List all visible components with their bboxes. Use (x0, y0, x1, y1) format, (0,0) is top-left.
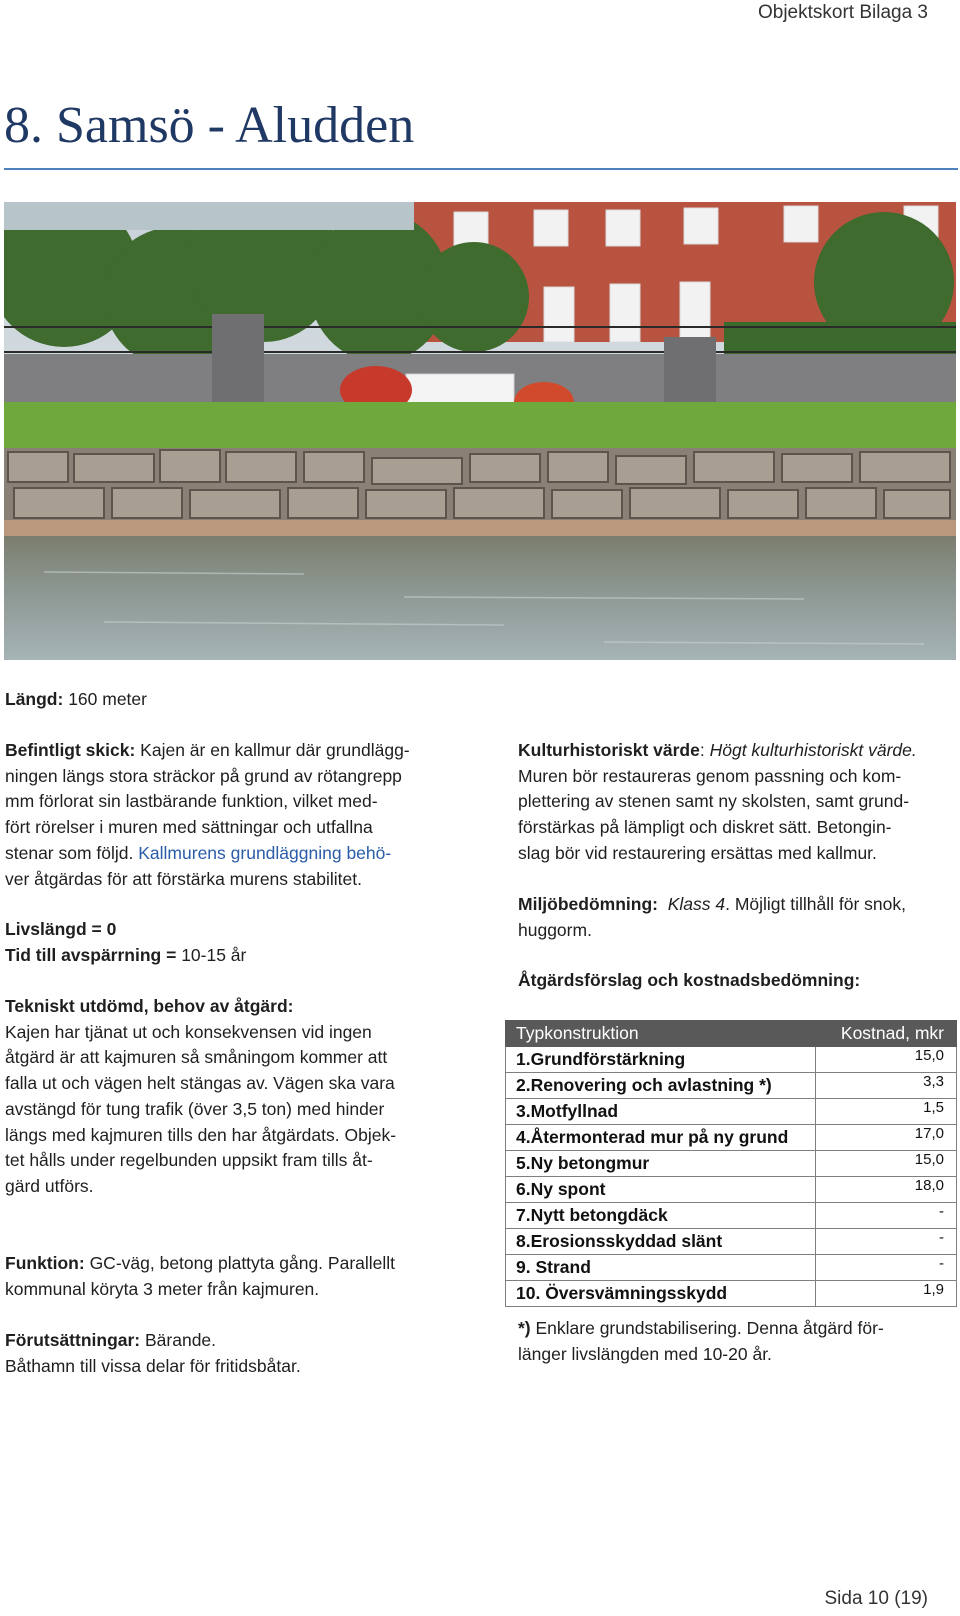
function-section (5, 1251, 445, 1302)
condition-line: ningen längs stora sträckor på grund av rötangrepp (5, 765, 402, 786)
measure-name: 1.Grundförstärkning (506, 1047, 816, 1073)
cultural-label: Kulturhistoriskt värde (518, 740, 700, 760)
function-line: kommunal köryta 3 meter från kajmuren. (5, 1278, 320, 1299)
condition-line: fört rörelser i muren med sättningar och utfallna (5, 817, 373, 838)
length-line (5, 687, 445, 713)
environment-section (518, 892, 958, 943)
table-row (506, 1177, 957, 1203)
measure-name: 4.Återmonterad mur på ny grund (506, 1125, 816, 1151)
environment-label: Miljöbedömning: (518, 894, 658, 914)
footnote-mark: *) (518, 1318, 531, 1338)
quay-photo (4, 202, 956, 660)
measure-name: 10. Översvämningsskydd (506, 1281, 816, 1307)
footnote-line: länger livslängden med 10-20 år. (518, 1343, 772, 1364)
lifetime-label: Livslängd = 0 (5, 919, 117, 939)
measure-cost: - (816, 1229, 957, 1255)
table-row (506, 1125, 957, 1151)
measure-cost: 18,0 (816, 1177, 957, 1203)
measure-cost: - (816, 1203, 957, 1229)
measure-name: 7.Nytt betongdäck (506, 1203, 816, 1229)
technical-line: längs med kajmuren tills den har åtgärdats. Objek- (5, 1124, 397, 1145)
cultural-colon: : (699, 740, 710, 760)
length-label: Längd: (5, 689, 64, 709)
cultural-line: Muren bör restaureras genom passning och kom- (518, 765, 902, 786)
condition-line: ver åtgärdas för att förstärka murens stabilitet. (5, 868, 362, 889)
technical-section (5, 994, 445, 1200)
cost-table (505, 1020, 957, 1307)
page-number: Sida 10 (19) (824, 1588, 928, 1609)
title-divider (4, 168, 958, 170)
prerequisites-line: Båthamn till vissa delar för fritidsbåtar. (5, 1355, 301, 1376)
cultural-line: plettering av stenen samt ny skolsten, samt grund- (518, 791, 910, 812)
actions-heading (518, 968, 958, 994)
function-line: GC-väg, betong plattyta gång. Parallellt (84, 1253, 396, 1273)
condition-label: Befintligt skick: (5, 740, 136, 760)
condition-line: stenar som följd. (5, 842, 139, 863)
table-row (506, 1151, 957, 1177)
closure-label: Tid till avspärrning = (5, 944, 177, 965)
measure-name: 5.Ny betongmur (506, 1151, 816, 1177)
cultural-value: Högt kulturhistoriskt värde. (709, 740, 917, 760)
technical-line: Kajen har tjänat ut och konsekvensen vid ingen (5, 1021, 372, 1042)
measure-cost: 3,3 (816, 1073, 957, 1099)
page-title: 8. Samsö - Aludden (4, 97, 415, 154)
technical-line: avstängd för tung trafik (över 3,5 ton) med hinder (5, 1098, 385, 1119)
table-row (506, 1203, 957, 1229)
prerequisites-label: Förutsättningar: (5, 1330, 141, 1350)
table-row (506, 1229, 957, 1255)
measure-name: 3.Motfyllnad (506, 1099, 816, 1125)
condition-note: Kallmurens grundläggning behö- (138, 842, 392, 863)
technical-line: åtgärd är att kajmuren så småningom kommer att (5, 1047, 388, 1068)
condition-line: Kajen är en kallmur där grundlägg- (135, 740, 410, 760)
table-row (506, 1099, 957, 1125)
table-row (506, 1073, 957, 1099)
measure-cost: - (816, 1255, 957, 1281)
column-header: Typkonstruktion (506, 1021, 816, 1047)
technical-line: tet hålls under regelbunden uppsikt fram tills åt- (5, 1150, 373, 1171)
function-label: Funktion: (5, 1253, 85, 1273)
lifetime-section (5, 917, 445, 968)
condition-section (5, 738, 445, 892)
table-row (506, 1281, 957, 1307)
measure-name: 6.Ny spont (506, 1177, 816, 1203)
measure-name: 9. Strand (506, 1255, 816, 1281)
document-label: Objektskort Bilaga 3 (757, 2, 928, 23)
cultural-line: förstärkas på lämpligt och diskret sätt. Betongin- (518, 817, 892, 838)
environment-text: huggorm. (518, 919, 592, 940)
measure-name: 2.Renovering och avlastning *) (506, 1073, 816, 1099)
table-row (506, 1047, 957, 1073)
footnote-line: Enklare grundstabilisering. Denna åtgärd för- (530, 1318, 884, 1338)
prerequisites-section (5, 1328, 445, 1379)
condition-line: mm förlorat sin lastbärande funktion, vilket med- (5, 791, 378, 812)
cultural-section (518, 738, 958, 867)
table-row (506, 1255, 957, 1281)
table-footnote (518, 1316, 958, 1367)
technical-line: falla ut och vägen helt stängas av. Vägen ska vara (5, 1073, 395, 1094)
length-value: 160 meter (63, 689, 147, 709)
column-header: Kostnad, mkr (816, 1021, 957, 1047)
measure-cost: 15,0 (816, 1151, 957, 1177)
closure-value: 10-15 år (176, 944, 247, 965)
measure-cost: 1,9 (816, 1281, 957, 1307)
measure-cost: 15,0 (816, 1047, 957, 1073)
prerequisites-line: Bärande. (140, 1330, 217, 1350)
measure-cost: 1,5 (816, 1099, 957, 1125)
measure-cost: 17,0 (816, 1125, 957, 1151)
environment-text: . Möjligt tillhåll för snok, (725, 894, 907, 914)
cultural-line: slag bör vid restaurering ersättas med kallmur. (518, 842, 877, 863)
measure-name: 8.Erosionsskyddad slänt (506, 1229, 816, 1255)
table-header-row (506, 1021, 957, 1047)
technical-heading: Tekniskt utdömd, behov av åtgärd: (5, 996, 294, 1016)
actions-heading-text: Åtgärdsförslag och kostnadsbedömning: (518, 970, 861, 990)
technical-line: gärd utförs. (5, 1175, 94, 1196)
environment-class: Klass 4 (667, 894, 726, 914)
